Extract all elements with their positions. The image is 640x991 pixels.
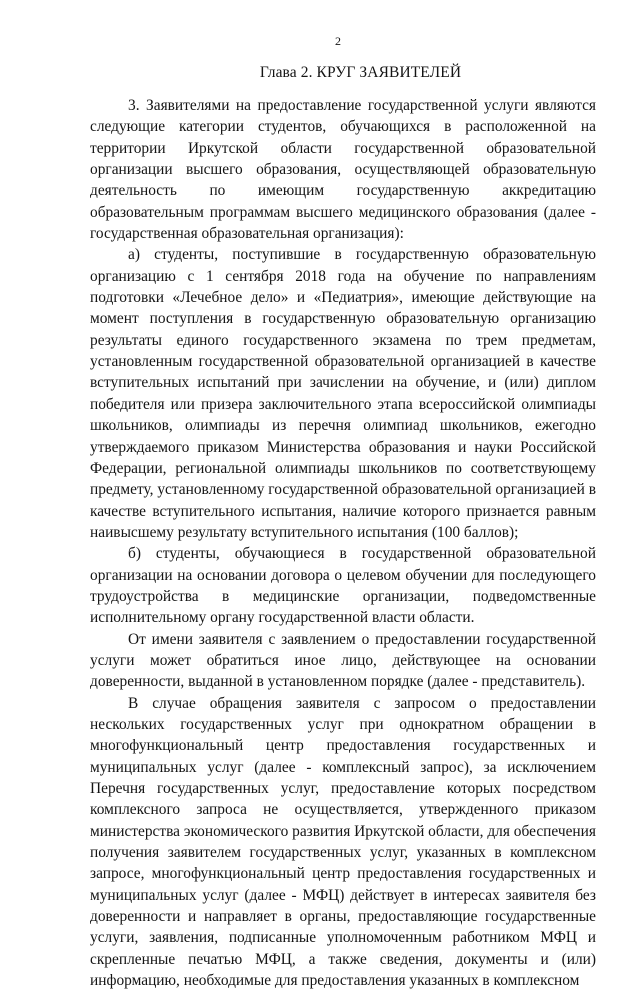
page-number: 2 (335, 34, 341, 48)
paragraph-representative: От имени заявителя с заявлением о предоставлении государственной услуги может обратиться иное лицо, действующее на основании доверенности, выданной в установленном порядке (далее - представитель). (90, 630, 596, 691)
document-body (90, 95, 596, 991)
paragraph-item-a: а) студенты, поступившие в государственную образовательную организацию с 1 сентября 2018 года на обучение по направлениям подготовки «Лечебное дело» и «Педиатрия», имеющие действующие на момент поступления в государственную образовательную организацию результаты единого государственного экзамена по трем предметам, установленным государственной образовательной организацией в качестве вступительных испытаний при зачислении на обучение, и (или) диплом победителя или призера заключительного этапа всероссийской олимпиады школьников, олимпиады из перечня олимпиад школьников, ежегодно утверждаемого приказом Министерства образования и науки Российской Федерации, региональной олимпиады школьников по соответствующему предмету, установленному государственной образовательной организацией в качестве вступительного испытания, наличие которого признается равным наивысшему результату вступительного испытания (100 баллов); (90, 246, 596, 541)
paragraph-applicants: 3. Заявителями на предоставление государственной услуги являются следующие категории студентов, обучающихся в расположенной на территории Иркутской области государственной образовательной организации высшего образования, осуществляющей образовательную деятельность по имеющим государственную аккредитацию образовательным программам высшего медицинского образования (далее - государственная образовательная организация): (90, 97, 596, 243)
chapter-title: Глава 2. КРУГ ЗАЯВИТЕЛЕЙ (259, 64, 462, 81)
paragraph-complex-request: В случае обращения заявителя с запросом о предоставлении нескольких государственных услуг при однократном обращении в многофункциональный центр предоставления государственных и муниципальных услуг (далее - комплексный запрос), за исключением Перечня государственных услуг, предоставление которых посредством комплексного запроса не осуществляется, утвержденного приказом министерства экономического развития Иркутской области, для обеспечения получения заявителем государственных услуг, указанных в комплексном запросе, многофункциональный центр предоставления государственных и муниципальных услуг (далее - МФЦ) действует в интересах заявителя без доверенности и направляет в органы, предоставляющие государственные услуги, заявления, подписанные уполномоченным работником МФЦ и скрепленные печатью МФЦ, а также сведения, документы и (или) информацию, необходимые для предоставления указанных в комплексном (90, 694, 596, 990)
paragraph-item-b: б) студенты, обучающиеся в государственной образовательной организации на основании договора о целевом обучении для последующего трудоустройства в медицинские организации, подведомственные исполнительному органу государственной власти области. (90, 545, 596, 627)
